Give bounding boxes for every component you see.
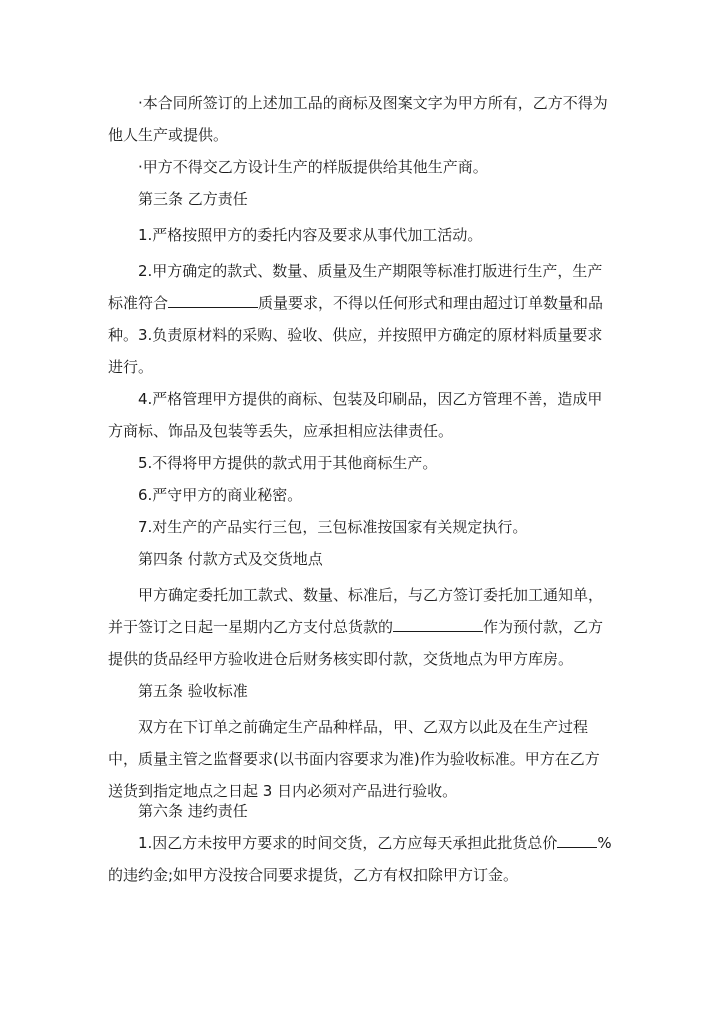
article-4-text-b: 作为预付款，乙方提供的货品经甲方验收进仓后财务核实即付款，交货地点为甲方库房。: [108, 618, 604, 668]
article-4-body: [108, 579, 612, 675]
article-3-item-3: 3.负责原材料的采购、验收、供应，并按照甲方确定的原材料质量要求进行。: [108, 326, 603, 376]
clause-trademark-ownership: ·本合同所签订的上述加工品的商标及图案文字为甲方所有，乙方不得为他人生产或提供。: [108, 94, 608, 144]
prepayment-blank: [393, 613, 483, 632]
article-3-item-2-text-a: 2.甲方确定的款式、数量、质量及生产期限等标准打版进行生产，生产标准符合: [108, 262, 603, 312]
article-6-item-1: [108, 827, 612, 891]
article-3-item-6: 6.严守甲方的商业秘密。: [138, 486, 303, 504]
quality-standard-blank: [168, 289, 258, 308]
penalty-percent-blank: [557, 829, 597, 848]
article-3-item-7: 7.对生产的产品实行三包，三包标准按国家有关规定执行。: [138, 518, 528, 536]
article-3-heading: 第三条 乙方责任: [138, 190, 248, 208]
article-3-item-1: 1.严格按照甲方的委托内容及要求从事代加工活动。: [138, 226, 483, 244]
article-6-heading: 第六条 违约责任: [138, 802, 248, 820]
article-4-heading: 第四条 付款方式及交货地点: [138, 550, 323, 568]
article-3-item-5: 5.不得将甲方提供的款式用于其他商标生产。: [138, 454, 438, 472]
article-5-body: 双方在下订单之前确定生产品种样品，甲、乙双方以此及在生产过程中，质量主管之监督要求(以书面内容要求为准)作为验收标准。甲方在乙方送货到指定地点之日起 3 日内必须对产品进行验收。: [108, 718, 600, 800]
article-3-item-2-text-b: 质量要求，不得以任何形式和理由超过订单数量和品种。: [108, 294, 604, 344]
article-6-item-1-text-a: 1.因乙方未按甲方要求的时间交货，乙方应每天承担此批货总价: [138, 834, 558, 852]
article-4-text-a: 甲方确定委托加工款式、数量、标准后，与乙方签订委托加工通知单，并于签订之日起一星期内乙方支付总货款的: [108, 586, 604, 636]
article-5-heading: 第五条 验收标准: [138, 682, 248, 700]
clause-sample-restriction: ·甲方不得交乙方设计生产的样版提供给其他生产商。: [138, 158, 488, 176]
article-3-item-4: 4.严格管理甲方提供的商标、包装及印刷品，因乙方管理不善，造成甲方商标、饰品及包装等丢失，应承担相应法律责任。: [108, 390, 603, 440]
article-6-item-1-text-b: %的违约金;如甲方没按合同要求提货，乙方有权扣除甲方订金。: [108, 834, 612, 884]
